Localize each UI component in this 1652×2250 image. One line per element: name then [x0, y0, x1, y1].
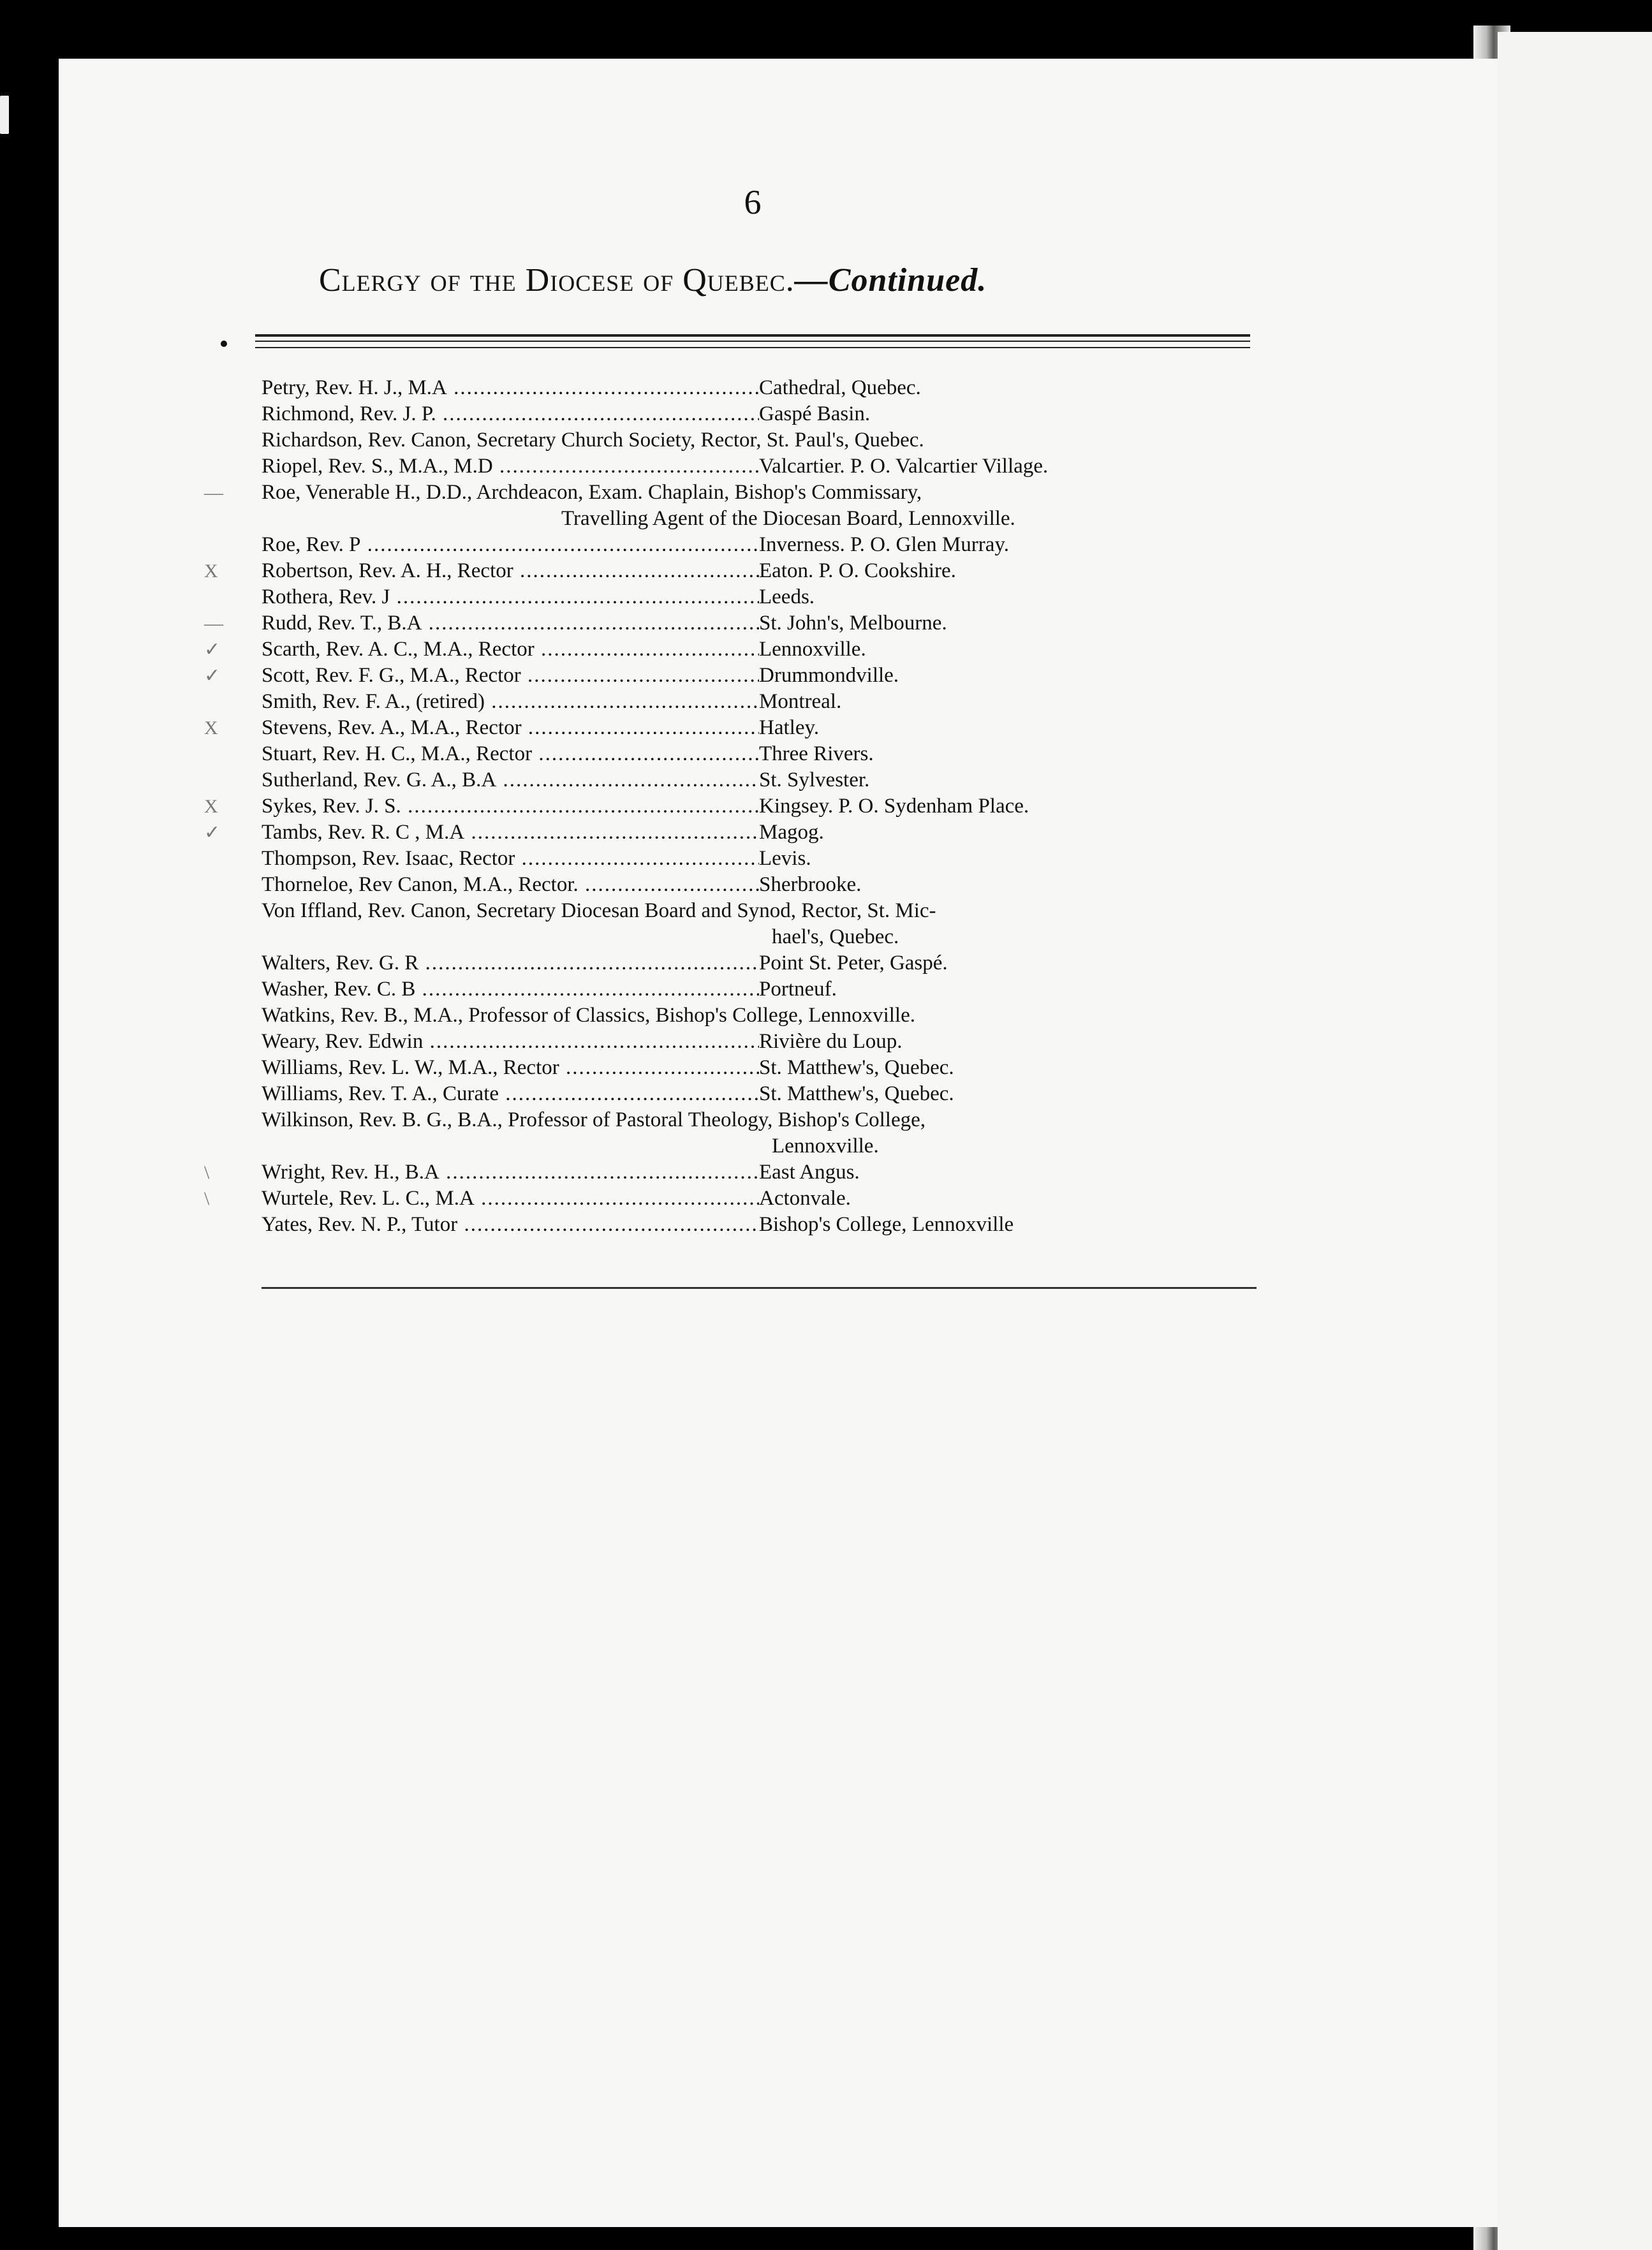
clergy-parish: Sherbrooke. [759, 873, 862, 896]
clergy-entry [262, 1055, 1282, 1081]
clergy-entry [204, 663, 1282, 689]
clergy-name: Rothera, Rev. J ..... [262, 584, 759, 610]
clergy-entry [204, 636, 1282, 663]
clergy-name: Rudd, Rev. T., B.A ..... [262, 610, 759, 636]
clergy-name: Riopel, Rev. S., M.A., M.D ..... [262, 453, 759, 480]
clergy-entry [262, 741, 1282, 767]
clergy-parish: Cathedral, Quebec. [759, 376, 921, 399]
clergy-entry [262, 950, 1282, 976]
clergy-entry [262, 872, 1282, 898]
clergy-parish: Hatley. [759, 716, 820, 739]
footer-rule [262, 1287, 1257, 1289]
rule-bullet [221, 341, 227, 347]
clergy-parish: St. Sylvester. [759, 768, 870, 791]
clergy-parish: Lennoxville. [759, 638, 866, 661]
clergy-name: Petry, Rev. H. J., M.A ..... [262, 375, 759, 401]
clergy-parish: Leeds. [759, 585, 815, 608]
clergy-entry [204, 480, 1282, 532]
clergy-entry [204, 1186, 1282, 1212]
entry-continuation: hael's, Quebec. [772, 925, 899, 948]
clergy-entry [262, 689, 1282, 715]
clergy-entry [262, 846, 1282, 872]
clergy-parish: Rivière du Loup. [759, 1030, 903, 1053]
clergy-parish: Three Rivers. [759, 742, 874, 765]
margin-mark: X [204, 796, 218, 817]
clergy-entry [262, 1081, 1282, 1107]
margin-mark: ✓ [204, 822, 221, 843]
clergy-parish: Valcartier. P. O. Valcartier Village. [759, 455, 1049, 478]
clergy-name: Weary, Rev. Edwin ..... [262, 1029, 759, 1055]
clergy-name: Sykes, Rev. J. S. ..... [262, 793, 759, 820]
clergy-list [204, 375, 1282, 1238]
margin-mark: ✓ [204, 639, 221, 660]
clergy-parish: Gaspé Basin. [759, 402, 871, 425]
clergy-name: Sutherland, Rev. G. A., B.A ..... [262, 767, 759, 793]
clergy-entry [262, 767, 1282, 793]
margin-mark: X [204, 561, 218, 582]
page-number: 6 [744, 183, 762, 221]
clergy-entry [262, 375, 1282, 401]
clergy-entry [262, 453, 1282, 480]
entry-text: Watkins, Rev. B., M.A., Professor of Classics, Bishop's College, Lennoxville. [262, 1004, 915, 1027]
entry-text: Roe, Venerable H., D.D., Archdeacon, Exam. Chaplain, Bishop's Commissary, [262, 481, 922, 504]
clergy-entry [204, 1159, 1282, 1186]
clergy-entry [262, 976, 1282, 1003]
clergy-parish: Eaton. P. O. Cookshire. [759, 559, 956, 582]
clergy-parish: Magog. [759, 821, 824, 844]
clergy-entry [262, 532, 1282, 558]
clergy-name: Robertson, Rev. A. H., Rector ..... [262, 558, 759, 584]
margin-mark: — [204, 613, 223, 634]
clergy-entry [262, 1029, 1282, 1055]
clergy-entry [204, 820, 1282, 846]
clergy-entry [262, 427, 1282, 453]
clergy-entry [204, 610, 1282, 636]
margin-mark: ✓ [204, 665, 221, 686]
margin-mark: X [204, 717, 218, 739]
clergy-parish: St. Matthew's, Quebec. [759, 1056, 954, 1079]
margin-mark: — [204, 482, 223, 503]
page-heading [319, 261, 1212, 299]
clergy-name: Richmond, Rev. J. P. ..... [262, 401, 759, 427]
entry-text: Von Iffland, Rev. Canon, Secretary Diocesan Board and Synod, Rector, St. Mic- [262, 899, 936, 922]
clergy-name: Wurtele, Rev. L. C., M.A ..... [262, 1186, 759, 1212]
entry-continuation: Lennoxville. [772, 1135, 879, 1158]
heading-continued: —Continued. [794, 262, 987, 298]
clergy-name: Tambs, Rev. R. C , M.A ..... [262, 820, 759, 846]
clergy-parish: Portneuf. [759, 978, 837, 1001]
margin-mark: \ [204, 1188, 210, 1209]
clergy-name: Stuart, Rev. H. C., M.A., Rector ..... [262, 741, 759, 767]
header-rule [255, 334, 1250, 337]
clergy-entry [262, 1003, 1282, 1029]
clergy-parish: Montreal. [759, 690, 842, 713]
clergy-parish: Actonvale. [759, 1187, 851, 1210]
clergy-entry [204, 793, 1282, 820]
clergy-name: Scarth, Rev. A. C., M.A., Rector ..... [262, 636, 759, 663]
clergy-entry [262, 898, 1282, 950]
clergy-entry [204, 715, 1282, 741]
clergy-name: Stevens, Rev. A., M.A., Rector ..... [262, 715, 759, 741]
clergy-parish: St. Matthew's, Quebec. [759, 1082, 954, 1105]
clergy-parish: Levis. [759, 847, 811, 870]
clergy-name: Walters, Rev. G. R ..... [262, 950, 759, 976]
clergy-entry [262, 401, 1282, 427]
clergy-entry [204, 558, 1282, 584]
heading-title: Clergy of the Diocese of Quebec. [319, 262, 795, 298]
ink-speck [0, 96, 9, 134]
header-rule [255, 347, 1250, 348]
clergy-parish: Kingsey. P. O. Sydenham Place. [759, 795, 1029, 818]
clergy-entry [262, 584, 1282, 610]
clergy-parish: East Angus. [759, 1161, 860, 1184]
clergy-name: Scott, Rev. F. G., M.A., Rector ..... [262, 663, 759, 689]
clergy-parish: Inverness. P. O. Glen Murray. [759, 533, 1009, 556]
clergy-name: Yates, Rev. N. P., Tutor ..... [262, 1212, 759, 1238]
clergy-parish: Bishop's College, Lennoxville [759, 1213, 1014, 1236]
clergy-name: Wright, Rev. H., B.A ..... [262, 1159, 759, 1186]
margin-mark: \ [204, 1162, 210, 1183]
clergy-name: Thorneloe, Rev Canon, M.A., Rector. ..... [262, 872, 759, 898]
clergy-name: Williams, Rev. L. W., M.A., Rector ..... [262, 1055, 759, 1081]
clergy-name: Thompson, Rev. Isaac, Rector ..... [262, 846, 759, 872]
clergy-entry [262, 1107, 1282, 1159]
entry-continuation: Travelling Agent of the Diocesan Board, Lennoxville. [561, 507, 1015, 530]
facing-page-edge [1498, 32, 1652, 2250]
clergy-parish: Drummondville. [759, 664, 899, 687]
entry-text: Wilkinson, Rev. B. G., B.A., Professor of Pastoral Theology, Bishop's College, [262, 1108, 926, 1131]
clergy-name: Roe, Rev. P ..... [262, 532, 759, 558]
clergy-entry [262, 1212, 1282, 1238]
entry-text: Richardson, Rev. Canon, Secretary Church Society, Rector, St. Paul's, Quebec. [262, 429, 924, 452]
clergy-name: Washer, Rev. C. B ..... [262, 976, 759, 1003]
clergy-name: Williams, Rev. T. A., Curate ..... [262, 1081, 759, 1107]
header-rule [255, 341, 1250, 342]
clergy-name: Smith, Rev. F. A., (retired) ..... [262, 689, 759, 715]
clergy-parish: St. John's, Melbourne. [759, 612, 947, 635]
clergy-parish: Point St. Peter, Gaspé. [759, 952, 948, 974]
